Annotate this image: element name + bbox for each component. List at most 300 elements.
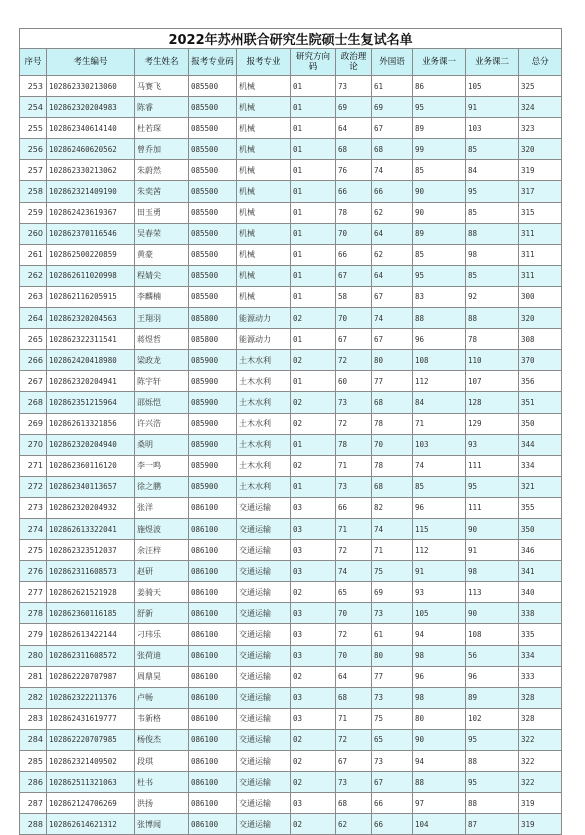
cell-total: 319 <box>519 160 562 181</box>
table-row <box>20 434 562 455</box>
cell-foreign-language: 67 <box>372 329 413 350</box>
cell-direction-code: 03 <box>291 708 336 729</box>
cell-seq: 257 <box>20 160 47 181</box>
cell-name: 陈睿 <box>135 97 189 118</box>
cell-major: 交通运输 <box>237 751 291 772</box>
cell-direction-code: 02 <box>291 455 336 476</box>
cell-major: 机械 <box>237 139 291 160</box>
cell-name: 刁玮乐 <box>135 624 189 645</box>
cell-direction-code: 02 <box>291 729 336 750</box>
cell-major: 机械 <box>237 76 291 97</box>
cell-foreign-language: 73 <box>372 603 413 624</box>
cell-course-two: 78 <box>466 329 519 350</box>
cell-politics: 68 <box>336 687 372 708</box>
table-row <box>20 350 562 371</box>
cell-politics: 64 <box>336 118 372 139</box>
table-row <box>20 139 562 160</box>
cell-foreign-language: 68 <box>372 139 413 160</box>
cell-course-two: 108 <box>466 624 519 645</box>
cell-major-code: 086100 <box>189 708 237 729</box>
cell-name: 马赛飞 <box>135 76 189 97</box>
cell-politics: 70 <box>336 223 372 244</box>
cell-seq: 288 <box>20 814 47 835</box>
cell-politics: 78 <box>336 202 372 223</box>
cell-name: 李一鸣 <box>135 455 189 476</box>
column-header-name: 考生姓名 <box>135 49 189 76</box>
cell-seq: 258 <box>20 181 47 202</box>
cell-course-one: 80 <box>413 708 466 729</box>
cell-politics: 72 <box>336 350 372 371</box>
cell-major: 交通运输 <box>237 645 291 666</box>
cell-seq: 277 <box>20 582 47 603</box>
cell-major-code: 085500 <box>189 223 237 244</box>
table-row <box>20 160 562 181</box>
cell-seq: 280 <box>20 645 47 666</box>
cell-total: 325 <box>519 76 562 97</box>
cell-politics: 70 <box>336 308 372 329</box>
cell-course-one: 108 <box>413 350 466 371</box>
cell-course-one: 83 <box>413 286 466 307</box>
cell-course-one: 91 <box>413 561 466 582</box>
cell-foreign-language: 67 <box>372 772 413 793</box>
cell-course-two: 107 <box>466 371 519 392</box>
cell-seq: 271 <box>20 455 47 476</box>
cell-course-two: 110 <box>466 350 519 371</box>
cell-major-code: 085500 <box>189 244 237 265</box>
cell-course-two: 84 <box>466 160 519 181</box>
cell-seq: 256 <box>20 139 47 160</box>
column-header-direction-code: 研究方向码 <box>291 49 336 76</box>
cell-total: 334 <box>519 645 562 666</box>
cell-course-two: 88 <box>466 793 519 814</box>
cell-major-code: 085500 <box>189 139 237 160</box>
cell-total: 350 <box>519 518 562 539</box>
cell-major-code: 085500 <box>189 202 237 223</box>
table-row <box>20 814 562 835</box>
cell-direction-code: 02 <box>291 308 336 329</box>
cell-exam-id: 102862220707987 <box>47 666 135 687</box>
cell-major-code: 086100 <box>189 814 237 835</box>
cell-course-one: 97 <box>413 793 466 814</box>
table-row <box>20 708 562 729</box>
column-header-total: 总分 <box>519 49 562 76</box>
table-row <box>20 413 562 434</box>
cell-politics: 67 <box>336 265 372 286</box>
cell-course-one: 105 <box>413 603 466 624</box>
cell-politics: 66 <box>336 497 372 518</box>
cell-total: 335 <box>519 624 562 645</box>
cell-total: 346 <box>519 540 562 561</box>
cell-total: 338 <box>519 603 562 624</box>
cell-foreign-language: 74 <box>372 308 413 329</box>
cell-major: 土木水利 <box>237 455 291 476</box>
page-title: 2022年苏州联合研究生院硕士生复试名单 <box>20 29 562 49</box>
cell-major: 土木水利 <box>237 371 291 392</box>
cell-seq: 267 <box>20 371 47 392</box>
table-row <box>20 286 562 307</box>
cell-exam-id: 102862321409190 <box>47 181 135 202</box>
cell-seq: 279 <box>20 624 47 645</box>
cell-direction-code: 03 <box>291 561 336 582</box>
cell-course-one: 88 <box>413 308 466 329</box>
cell-major: 交通运输 <box>237 687 291 708</box>
cell-foreign-language: 71 <box>372 540 413 561</box>
cell-total: 322 <box>519 772 562 793</box>
cell-name: 蒋煜哲 <box>135 329 189 350</box>
table-body <box>20 76 562 835</box>
cell-total: 333 <box>519 666 562 687</box>
cell-exam-id: 102862613321856 <box>47 413 135 434</box>
cell-course-one: 74 <box>413 455 466 476</box>
cell-politics: 65 <box>336 582 372 603</box>
cell-major: 机械 <box>237 181 291 202</box>
cell-foreign-language: 64 <box>372 223 413 244</box>
table-row <box>20 371 562 392</box>
cell-politics: 72 <box>336 729 372 750</box>
cell-name: 张荷迪 <box>135 645 189 666</box>
cell-total: 311 <box>519 265 562 286</box>
cell-seq: 264 <box>20 308 47 329</box>
cell-politics: 74 <box>336 561 372 582</box>
cell-course-two: 90 <box>466 518 519 539</box>
cell-direction-code: 03 <box>291 624 336 645</box>
cell-seq: 273 <box>20 497 47 518</box>
cell-total: 315 <box>519 202 562 223</box>
cell-direction-code: 02 <box>291 350 336 371</box>
cell-total: 322 <box>519 751 562 772</box>
cell-seq: 285 <box>20 751 47 772</box>
cell-major: 交通运输 <box>237 729 291 750</box>
cell-major: 机械 <box>237 286 291 307</box>
cell-direction-code: 03 <box>291 645 336 666</box>
cell-foreign-language: 61 <box>372 76 413 97</box>
cell-course-two: 111 <box>466 455 519 476</box>
cell-total: 320 <box>519 139 562 160</box>
cell-course-two: 95 <box>466 729 519 750</box>
cell-course-one: 98 <box>413 687 466 708</box>
cell-politics: 58 <box>336 286 372 307</box>
table-row <box>20 497 562 518</box>
cell-total: 351 <box>519 392 562 413</box>
cell-course-two: 85 <box>466 265 519 286</box>
cell-foreign-language: 69 <box>372 582 413 603</box>
cell-total: 321 <box>519 476 562 497</box>
table-header-row <box>20 49 562 76</box>
cell-name: 王翔羽 <box>135 308 189 329</box>
cell-foreign-language: 82 <box>372 497 413 518</box>
cell-course-one: 85 <box>413 476 466 497</box>
cell-exam-id: 102862511321063 <box>47 772 135 793</box>
cell-major-code: 085900 <box>189 413 237 434</box>
column-header-course-one: 业务课一 <box>413 49 466 76</box>
admission-list-sheet <box>19 28 561 835</box>
table-row <box>20 223 562 244</box>
cell-direction-code: 02 <box>291 772 336 793</box>
cell-exam-id: 102862340614140 <box>47 118 135 139</box>
cell-exam-id: 102862220707985 <box>47 729 135 750</box>
cell-major-code: 086100 <box>189 518 237 539</box>
cell-exam-id: 102862124706269 <box>47 793 135 814</box>
cell-major: 交通运输 <box>237 497 291 518</box>
cell-direction-code: 02 <box>291 413 336 434</box>
cell-exam-id: 102862321409502 <box>47 751 135 772</box>
cell-exam-id: 102862323512037 <box>47 540 135 561</box>
cell-name: 施煜波 <box>135 518 189 539</box>
cell-course-one: 95 <box>413 265 466 286</box>
cell-seq: 283 <box>20 708 47 729</box>
cell-exam-id: 102862613422144 <box>47 624 135 645</box>
cell-course-one: 88 <box>413 772 466 793</box>
cell-exam-id: 102862613322041 <box>47 518 135 539</box>
cell-exam-id: 102862320204940 <box>47 434 135 455</box>
cell-foreign-language: 70 <box>372 434 413 455</box>
cell-course-one: 90 <box>413 729 466 750</box>
table-row <box>20 603 562 624</box>
cell-name: 田玉勇 <box>135 202 189 223</box>
cell-major: 机械 <box>237 97 291 118</box>
column-header-course-two: 业务课二 <box>466 49 519 76</box>
cell-exam-id: 102862460620562 <box>47 139 135 160</box>
cell-total: 308 <box>519 329 562 350</box>
cell-name: 姜骑天 <box>135 582 189 603</box>
table-row <box>20 76 562 97</box>
table-row <box>20 455 562 476</box>
cell-name: 洪扬 <box>135 793 189 814</box>
cell-exam-id: 102862322311541 <box>47 329 135 350</box>
cell-total: 324 <box>519 97 562 118</box>
cell-course-two: 96 <box>466 666 519 687</box>
cell-exam-id: 102862330213062 <box>47 160 135 181</box>
cell-total: 370 <box>519 350 562 371</box>
cell-major: 交通运输 <box>237 708 291 729</box>
cell-seq: 282 <box>20 687 47 708</box>
cell-politics: 73 <box>336 76 372 97</box>
cell-course-two: 98 <box>466 561 519 582</box>
cell-total: 334 <box>519 455 562 476</box>
cell-course-one: 99 <box>413 139 466 160</box>
cell-course-two: 85 <box>466 202 519 223</box>
cell-total: 328 <box>519 708 562 729</box>
cell-major: 土木水利 <box>237 350 291 371</box>
cell-politics: 71 <box>336 708 372 729</box>
cell-direction-code: 01 <box>291 118 336 139</box>
cell-course-two: 89 <box>466 687 519 708</box>
cell-course-two: 95 <box>466 476 519 497</box>
cell-major: 交通运输 <box>237 772 291 793</box>
cell-course-one: 115 <box>413 518 466 539</box>
cell-name: 朱奕茜 <box>135 181 189 202</box>
cell-major-code: 085800 <box>189 329 237 350</box>
cell-foreign-language: 75 <box>372 561 413 582</box>
cell-politics: 67 <box>336 329 372 350</box>
cell-total: 328 <box>519 687 562 708</box>
cell-major: 交通运输 <box>237 582 291 603</box>
cell-seq: 270 <box>20 434 47 455</box>
cell-politics: 62 <box>336 814 372 835</box>
cell-course-one: 90 <box>413 202 466 223</box>
table-row <box>20 392 562 413</box>
cell-major-code: 085500 <box>189 97 237 118</box>
column-header-exam-id: 考生编号 <box>47 49 135 76</box>
cell-course-one: 112 <box>413 540 466 561</box>
cell-major: 交通运输 <box>237 518 291 539</box>
cell-exam-id: 102862500220859 <box>47 244 135 265</box>
cell-course-two: 105 <box>466 76 519 97</box>
table-row <box>20 687 562 708</box>
cell-politics: 68 <box>336 793 372 814</box>
cell-foreign-language: 67 <box>372 118 413 139</box>
cell-exam-id: 102862330213060 <box>47 76 135 97</box>
table-row <box>20 202 562 223</box>
cell-course-two: 88 <box>466 223 519 244</box>
cell-course-two: 95 <box>466 181 519 202</box>
cell-course-one: 112 <box>413 371 466 392</box>
cell-seq: 260 <box>20 223 47 244</box>
cell-foreign-language: 74 <box>372 518 413 539</box>
cell-exam-id: 102862320204563 <box>47 308 135 329</box>
cell-seq: 278 <box>20 603 47 624</box>
cell-course-two: 56 <box>466 645 519 666</box>
cell-total: 323 <box>519 118 562 139</box>
cell-foreign-language: 68 <box>372 476 413 497</box>
cell-name: 曾乔加 <box>135 139 189 160</box>
cell-direction-code: 01 <box>291 476 336 497</box>
table-row <box>20 624 562 645</box>
cell-course-one: 96 <box>413 666 466 687</box>
table-row <box>20 181 562 202</box>
cell-foreign-language: 77 <box>372 666 413 687</box>
cell-seq: 272 <box>20 476 47 497</box>
cell-seq: 275 <box>20 540 47 561</box>
cell-politics: 76 <box>336 160 372 181</box>
cell-major: 交通运输 <box>237 666 291 687</box>
cell-seq: 269 <box>20 413 47 434</box>
cell-foreign-language: 66 <box>372 181 413 202</box>
cell-seq: 281 <box>20 666 47 687</box>
cell-name: 吴春荣 <box>135 223 189 244</box>
cell-total: 311 <box>519 223 562 244</box>
column-header-major-code: 报考专业码 <box>189 49 237 76</box>
cell-direction-code: 01 <box>291 97 336 118</box>
cell-foreign-language: 67 <box>372 286 413 307</box>
cell-seq: 287 <box>20 793 47 814</box>
cell-major: 土木水利 <box>237 476 291 497</box>
cell-direction-code: 02 <box>291 582 336 603</box>
cell-major: 交通运输 <box>237 793 291 814</box>
table-row <box>20 97 562 118</box>
cell-major-code: 085900 <box>189 476 237 497</box>
cell-course-one: 85 <box>413 160 466 181</box>
cell-major-code: 085900 <box>189 371 237 392</box>
cell-direction-code: 02 <box>291 751 336 772</box>
cell-course-one: 95 <box>413 97 466 118</box>
cell-major-code: 085500 <box>189 265 237 286</box>
cell-exam-id: 102862320204932 <box>47 497 135 518</box>
cell-politics: 64 <box>336 666 372 687</box>
cell-major-code: 085500 <box>189 76 237 97</box>
cell-direction-code: 02 <box>291 392 336 413</box>
cell-politics: 73 <box>336 476 372 497</box>
cell-politics: 67 <box>336 751 372 772</box>
cell-course-two: 91 <box>466 540 519 561</box>
table-row <box>20 645 562 666</box>
cell-major-code: 086100 <box>189 624 237 645</box>
cell-seq: 265 <box>20 329 47 350</box>
cell-major-code: 086100 <box>189 666 237 687</box>
cell-foreign-language: 68 <box>372 392 413 413</box>
cell-seq: 263 <box>20 286 47 307</box>
table-row <box>20 561 562 582</box>
cell-major-code: 085900 <box>189 350 237 371</box>
cell-course-one: 90 <box>413 181 466 202</box>
cell-direction-code: 03 <box>291 603 336 624</box>
cell-foreign-language: 65 <box>372 729 413 750</box>
cell-name: 徐之鹏 <box>135 476 189 497</box>
cell-course-one: 94 <box>413 624 466 645</box>
cell-course-two: 95 <box>466 772 519 793</box>
cell-seq: 284 <box>20 729 47 750</box>
cell-direction-code: 01 <box>291 371 336 392</box>
cell-major-code: 085500 <box>189 118 237 139</box>
cell-major: 土木水利 <box>237 413 291 434</box>
cell-exam-id: 102862322211376 <box>47 687 135 708</box>
table-row <box>20 793 562 814</box>
cell-politics: 60 <box>336 371 372 392</box>
cell-name: 许兴浩 <box>135 413 189 434</box>
cell-major-code: 085800 <box>189 308 237 329</box>
cell-direction-code: 02 <box>291 814 336 835</box>
cell-politics: 66 <box>336 244 372 265</box>
cell-foreign-language: 69 <box>372 97 413 118</box>
table-row <box>20 118 562 139</box>
cell-major-code: 085900 <box>189 392 237 413</box>
cell-politics: 70 <box>336 603 372 624</box>
cell-politics: 69 <box>336 97 372 118</box>
cell-course-one: 98 <box>413 645 466 666</box>
cell-major: 机械 <box>237 202 291 223</box>
cell-course-two: 103 <box>466 118 519 139</box>
table-row <box>20 329 562 350</box>
cell-total: 319 <box>519 793 562 814</box>
column-header-politics: 政治理论 <box>336 49 372 76</box>
cell-direction-code: 01 <box>291 76 336 97</box>
cell-foreign-language: 66 <box>372 814 413 835</box>
cell-total: 319 <box>519 814 562 835</box>
cell-course-two: 85 <box>466 139 519 160</box>
cell-exam-id: 102862420418980 <box>47 350 135 371</box>
cell-direction-code: 03 <box>291 497 336 518</box>
cell-name: 周鼎昊 <box>135 666 189 687</box>
cell-foreign-language: 73 <box>372 751 413 772</box>
table-row <box>20 308 562 329</box>
cell-foreign-language: 64 <box>372 265 413 286</box>
cell-course-one: 96 <box>413 497 466 518</box>
cell-exam-id: 102862621521928 <box>47 582 135 603</box>
cell-name: 韦新格 <box>135 708 189 729</box>
table-row <box>20 751 562 772</box>
cell-name: 朱蔚然 <box>135 160 189 181</box>
cell-course-two: 88 <box>466 751 519 772</box>
cell-direction-code: 01 <box>291 434 336 455</box>
cell-total: 356 <box>519 371 562 392</box>
cell-politics: 72 <box>336 413 372 434</box>
cell-foreign-language: 78 <box>372 455 413 476</box>
cell-course-two: 129 <box>466 413 519 434</box>
cell-course-one: 89 <box>413 223 466 244</box>
cell-exam-id: 102862311608572 <box>47 645 135 666</box>
cell-course-two: 92 <box>466 286 519 307</box>
cell-exam-id: 102862370116546 <box>47 223 135 244</box>
